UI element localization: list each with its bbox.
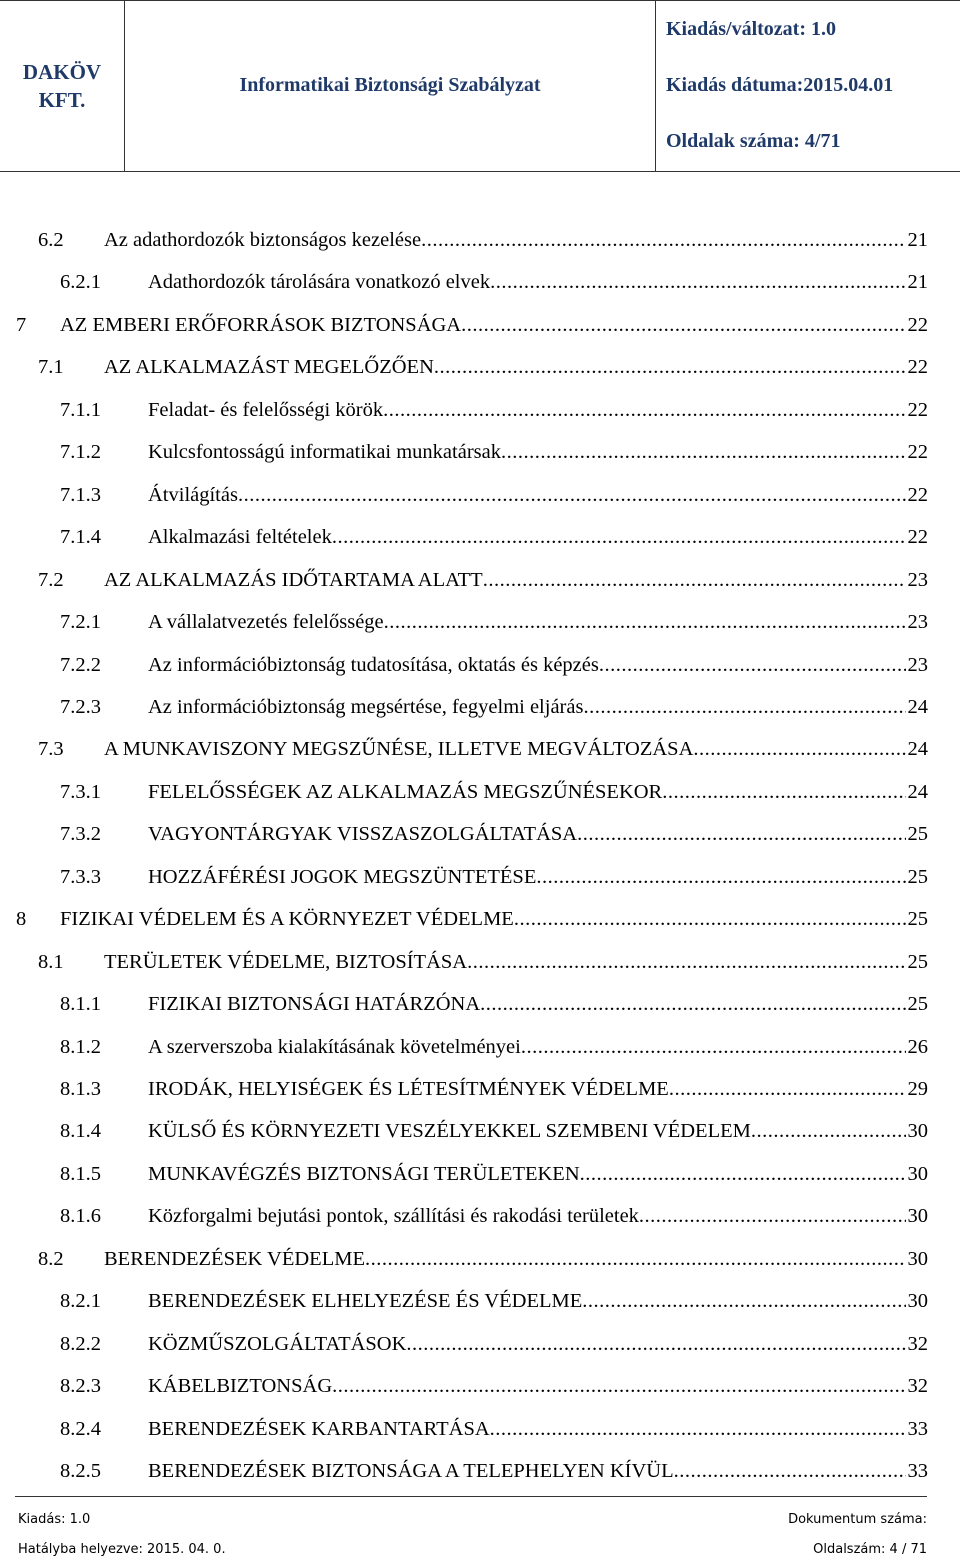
toc-entry-page: 25 (907, 866, 928, 888)
toc-entry[interactable] (16, 904, 928, 934)
toc-entry-page: 33 (907, 1460, 928, 1482)
toc-entry-number: 8.2.3 (60, 1375, 101, 1397)
toc-entry[interactable] (38, 352, 928, 382)
toc-entry-number: 6.2 (38, 229, 64, 251)
toc-entry[interactable] (60, 819, 928, 849)
toc-entry-number: 7.2.3 (60, 696, 101, 718)
toc-dot-leader (669, 1074, 906, 1104)
header-meta (656, 0, 960, 171)
toc-entry-title: KÁBELBIZTONSÁG (148, 1375, 333, 1397)
toc-dot-leader (536, 862, 905, 892)
toc-dot-leader (480, 989, 905, 1019)
toc-dot-leader (514, 904, 906, 934)
toc-entry-number: 7 (16, 314, 27, 336)
toc-entry-number: 7.3.3 (60, 866, 101, 888)
toc-entry[interactable] (60, 1159, 928, 1189)
toc-dot-leader (383, 395, 905, 425)
document-header (0, 0, 960, 172)
toc-entry-page: 25 (907, 908, 928, 930)
toc-entry[interactable] (60, 692, 928, 722)
toc-entry-number: 8.1 (38, 951, 64, 973)
toc-dot-leader (483, 565, 906, 595)
toc-dot-leader (599, 650, 906, 680)
toc-entry-number: 8.1.6 (60, 1205, 101, 1227)
toc-entry[interactable] (16, 310, 928, 340)
toc-entry[interactable] (60, 1116, 928, 1146)
toc-dot-leader (751, 1116, 906, 1146)
toc-entry-number: 8.1.1 (60, 993, 101, 1015)
toc-entry-number: 7.2.1 (60, 611, 101, 633)
footer-top-border (15, 1496, 927, 1497)
toc-entry-page: 25 (907, 823, 928, 845)
toc-entry-title: Az információbiztonság tudatosítása, oktatás és képzés (148, 654, 599, 676)
toc-entry-page: 33 (907, 1418, 928, 1440)
toc-entry-title: AZ EMBERI ERŐFORRÁSOK BIZTONSÁGA (60, 314, 462, 336)
toc-entry-number: 7.3 (38, 738, 64, 760)
toc-dot-leader (434, 352, 906, 382)
toc-entry-title: KÖZMŰSZOLGÁLTATÁSOK (148, 1333, 407, 1355)
company-name (0, 0, 124, 171)
toc-entry-page: 21 (907, 229, 928, 251)
toc-dot-leader (490, 267, 905, 297)
toc-dot-leader (577, 819, 905, 849)
toc-entry-number: 7.2.2 (60, 654, 101, 676)
toc-entry-title: VAGYONTÁRGYAK VISSZASZOLGÁLTATÁSA (148, 823, 578, 845)
toc-entry-number: 7.1.2 (60, 441, 101, 463)
toc-entry-title: IRODÁK, HELYISÉGEK ÉS LÉTESÍTMÉNYEK VÉDELME (148, 1078, 669, 1100)
toc-entry-page: 23 (907, 569, 928, 591)
toc-entry[interactable] (60, 1329, 928, 1359)
toc-dot-leader (582, 1286, 905, 1316)
toc-entry-number: 8.1.2 (60, 1036, 101, 1058)
toc-entry-title: HOZZÁFÉRÉSI JOGOK MEGSZÜNTETÉSE (148, 866, 537, 888)
toc-entry-number: 7.3.2 (60, 823, 101, 845)
toc-entry-page: 21 (907, 271, 928, 293)
header-bottom-border (0, 171, 960, 172)
document-footer (0, 1496, 960, 1564)
toc-entry-page: 22 (907, 526, 928, 548)
toc-entry[interactable] (60, 989, 928, 1019)
toc-dot-leader (461, 310, 905, 340)
toc-dot-leader (662, 777, 905, 807)
toc-entry-page: 24 (907, 781, 928, 803)
toc-entry-title: Kulcsfontosságú informatikai munkatársak (148, 441, 501, 463)
toc-entry-title: AZ ALKALMAZÁST MEGELŐZŐEN (104, 356, 434, 378)
toc-entry-page: 24 (907, 738, 928, 760)
toc-entry[interactable] (60, 480, 928, 510)
toc-entry-number: 8.2.2 (60, 1333, 101, 1355)
toc-entry-page: 25 (907, 951, 928, 973)
toc-entry[interactable] (38, 565, 928, 595)
toc-entry[interactable] (60, 1032, 928, 1062)
toc-entry-title: A szerverszoba kialakításának követelményei (148, 1036, 521, 1058)
toc-entry-title: Adathordozók tárolására vonatkozó elvek (148, 271, 491, 293)
document-title: Informatikai Biztonsági Szabályzat (239, 74, 541, 96)
toc-entry[interactable] (60, 607, 928, 637)
toc-dot-leader (580, 1159, 906, 1189)
company-name-line1: DAKÖV (22, 59, 102, 84)
footer-edition: Kiadás: 1.0 (18, 1512, 91, 1527)
toc-entry-page: 30 (907, 1248, 928, 1270)
edition-label: Kiadás/változat: 1.0 (666, 18, 836, 40)
toc-entry-page: 22 (907, 441, 928, 463)
toc-entry-title: AZ ALKALMAZÁS IDŐTARTAMA ALATT (104, 569, 483, 591)
toc-entry-title: Az adathordozók biztonságos kezelése (104, 229, 422, 251)
toc-entry-page: 23 (907, 611, 928, 633)
toc-entry-number: 8 (16, 908, 27, 930)
toc-entry[interactable] (60, 437, 928, 467)
toc-entry[interactable] (60, 522, 928, 552)
toc-entry-title: BERENDEZÉSEK KARBANTARTÁSA (148, 1418, 490, 1440)
toc-entry-title: A vállalatvezetés felelőssége (148, 611, 384, 633)
toc-dot-leader (365, 1244, 906, 1274)
toc-dot-leader (674, 1456, 906, 1486)
toc-dot-leader (332, 522, 906, 552)
toc-entry[interactable] (60, 862, 928, 892)
toc-dot-leader (490, 1414, 906, 1444)
toc-entry-number: 7.2 (38, 569, 64, 591)
toc-entry[interactable] (38, 734, 928, 764)
toc-entry-title: FIZIKAI BIZTONSÁGI HATÁRZÓNA (148, 993, 481, 1015)
toc-entry[interactable] (60, 1286, 928, 1316)
toc-entry-page: 22 (907, 484, 928, 506)
toc-dot-leader (521, 1032, 906, 1062)
toc-entry-number: 7.3.1 (60, 781, 101, 803)
toc-dot-leader (467, 947, 905, 977)
footer-document-number: Dokumentum száma: (788, 1512, 927, 1527)
toc-entry-number: 8.2.5 (60, 1460, 101, 1482)
toc-entry[interactable] (60, 1201, 928, 1231)
toc-entry-title: FELELŐSSÉGEK AZ ALKALMAZÁS MEGSZŰNÉSEKOR (148, 781, 663, 803)
toc-entry-page: 30 (907, 1290, 928, 1312)
toc-entry-page: 24 (907, 696, 928, 718)
toc-entry[interactable] (38, 1244, 928, 1274)
toc-entry-title: BERENDEZÉSEK ELHELYEZÉSE ÉS VÉDELME (148, 1290, 583, 1312)
toc-entry[interactable] (60, 395, 928, 425)
toc-entry[interactable] (38, 947, 928, 977)
toc-entry-page: 32 (907, 1333, 928, 1355)
toc-entry-number: 7.1.3 (60, 484, 101, 506)
toc-entry-title: BERENDEZÉSEK VÉDELME (104, 1248, 365, 1270)
toc-entry-title: FIZIKAI VÉDELEM ÉS A KÖRNYEZET VÉDELME (60, 908, 514, 930)
toc-entry-page: 26 (907, 1036, 928, 1058)
toc-entry-page: 30 (907, 1205, 928, 1227)
toc-entry-number: 7.1 (38, 356, 64, 378)
toc-dot-leader (639, 1201, 906, 1231)
toc-entry[interactable] (60, 650, 928, 680)
toc-entry-title: BERENDEZÉSEK BIZTONSÁGA A TELEPHELYEN KÍVÜL (148, 1460, 674, 1482)
toc-dot-leader (238, 480, 906, 510)
toc-entry-page: 23 (907, 654, 928, 676)
toc-entry[interactable] (38, 225, 928, 255)
toc-entry-title: Alkalmazási feltételek (148, 526, 332, 548)
toc-entry-number: 8.1.5 (60, 1163, 101, 1185)
toc-dot-leader (693, 734, 905, 764)
toc-entry[interactable] (60, 267, 928, 297)
toc-entry-number: 8.2.1 (60, 1290, 101, 1312)
toc-entry-title: A MUNKAVISZONY MEGSZŰNÉSE, ILLETVE MEGVÁLTOZÁSA (104, 738, 694, 760)
page-count: Oldalak száma: 4/71 (666, 130, 841, 152)
toc-entry[interactable] (60, 1414, 928, 1444)
toc-dot-leader (501, 437, 906, 467)
toc-entry-page: 30 (907, 1120, 928, 1142)
toc-entry[interactable] (60, 1371, 928, 1401)
toc-entry-title: Közforgalmi bejutási pontok, szállítási és rakodási területek (148, 1205, 639, 1227)
toc-dot-leader (332, 1371, 905, 1401)
toc-entry-title: Az információbiztonság megsértése, fegyelmi eljárás (148, 696, 584, 718)
toc-entry[interactable] (60, 777, 928, 807)
toc-dot-leader (384, 607, 906, 637)
toc-dot-leader (583, 692, 905, 722)
toc-dot-leader (421, 225, 905, 255)
toc-entry-page: 30 (907, 1163, 928, 1185)
toc-entry-page: 22 (907, 399, 928, 421)
toc-entry[interactable] (60, 1074, 928, 1104)
footer-effective-date: Hatályba helyezve: 2015. 04. 0. (18, 1542, 226, 1557)
toc-entry-title: Feladat- és felelősségi körök (148, 399, 384, 421)
toc-entry-number: 7.1.4 (60, 526, 101, 548)
toc-entry-number: 8.2.4 (60, 1418, 101, 1440)
toc-entry-number: 8.2 (38, 1248, 64, 1270)
toc-entry-number: 8.1.3 (60, 1078, 101, 1100)
toc-entry-number: 7.1.1 (60, 399, 101, 421)
toc-entry-number: 6.2.1 (60, 271, 101, 293)
footer-page-number: Oldalszám: 4 / 71 (813, 1542, 927, 1557)
toc-dot-leader (406, 1329, 905, 1359)
toc-entry-title: Átvilágítás (148, 484, 238, 506)
toc-entry-page: 22 (907, 314, 928, 336)
toc-entry-page: 25 (907, 993, 928, 1015)
toc-entry-number: 8.1.4 (60, 1120, 101, 1142)
toc-entry-page: 32 (907, 1375, 928, 1397)
toc-entry-title: MUNKAVÉGZÉS BIZTONSÁGI TERÜLETEKEN (148, 1163, 580, 1185)
toc-entry-title: KÜLSŐ ÉS KÖRNYEZETI VESZÉLYEKKEL SZEMBENI VÉDELEM (148, 1120, 751, 1142)
issue-date: Kiadás dátuma:2015.04.01 (666, 74, 894, 96)
toc-entry[interactable] (60, 1456, 928, 1486)
toc-entry-page: 29 (907, 1078, 928, 1100)
toc-entry-page: 22 (907, 356, 928, 378)
toc-entry-title: TERÜLETEK VÉDELME, BIZTOSÍTÁSA (104, 951, 468, 973)
company-name-line2: KFT. (38, 87, 86, 112)
